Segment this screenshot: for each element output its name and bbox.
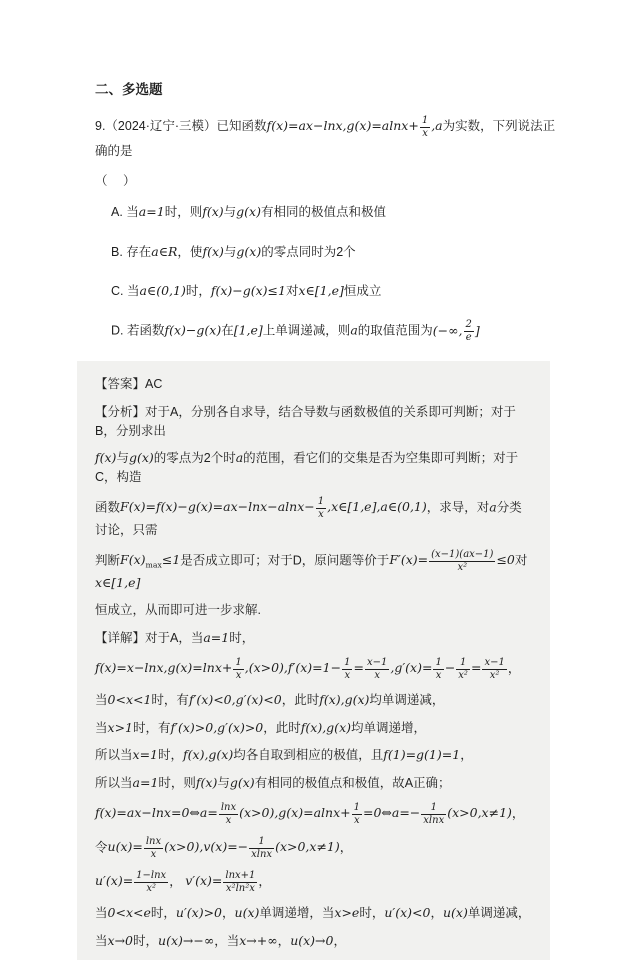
math-expression: 0<x<1 [107, 691, 152, 707]
math-expression: u(x) [442, 904, 468, 920]
fraction: $\frac{2}{e}$ [465, 319, 472, 343]
solution-line: 【答案】AC [95, 377, 163, 391]
math-expression: 0<x<e [107, 904, 151, 920]
option-list [95, 201, 563, 344]
math-expression: a∈R [151, 243, 178, 259]
math-expression: [1,e] [233, 322, 263, 338]
math-expression: a [489, 499, 497, 515]
solution-panel [77, 361, 550, 960]
math-expression: x∈[1,e] [298, 282, 344, 298]
solution-line: 所以当a=1时，则f(x)与g(x)有相同的极值点和极值，故A正确； [95, 775, 451, 790]
fraction: $\frac{1}{x}$ [317, 495, 325, 520]
math-expression: f(x)=ax−lnx=0⇔a= $\frac{\ln x}{x}$ (x>0),g(x)=alnx+ $\frac{1}{x}$ =0⇔a=− $\frac{1}{xlnx}$ (x>0,x≠1) [95, 801, 512, 826]
question-block [0, 0, 563, 344]
solution-line: u′(x)= $\frac{1-\ln x}{\text{x²}}$ ， v′(x)= $\frac{\ln x+1}{\text{x²ln²x}}$ ， [95, 869, 271, 894]
math-expression: u′(x)>0 [175, 904, 223, 920]
fraction: $\frac{1}{x}$ [344, 656, 351, 681]
math-expression: f(x),g(x) [319, 691, 370, 707]
solution-line: 恒成立，从而即可进一步求解. [95, 603, 261, 618]
fraction: $\frac{1}{xlnx}$ [423, 801, 445, 826]
solution-line: 【分析】对于A，分别各自求导，结合导数与函数极值的关系即可判断；对于B，分别求出 [95, 404, 516, 438]
math-expression: f(x) [202, 204, 224, 220]
fraction: $\frac{x-1}{\text{x²}}$ [484, 656, 505, 681]
math-expression: f(x) [195, 775, 218, 790]
option-line: C. 当a∈(0,1)时，f(x)−g(x)≤1对x∈[1,e]恒成立 [111, 282, 382, 298]
solution-line: 令u(x)= $\frac{\ln x}{x}$ (x>0),v(x)=− $\frac{1}{xlnx}$ (x>0,x≠1)， [95, 835, 353, 860]
math-expression: f(x),g(x) [300, 719, 351, 735]
solution-line: f(x)与g(x)的零点为2个时a的范围，看它们的交集是否为空集即可判断；对于C，构造 [95, 450, 519, 484]
fraction: $\frac{x-1}{x}$ [366, 656, 388, 681]
math-expression: f(x)=x−lnx,g(x)=lnx+ $\frac{1}{x}$ ,(x>0),f′(x)=1− $\frac{1}{x}$ = $\frac{x-1}{x}$ ,g′(x)= $\frac{1}{x}$ − $\frac{1}{\text{x²}}$ = $\frac{x-1}{\text{x²}}$ [95, 656, 505, 681]
fraction: $\frac{\ln x}{x}$ [220, 801, 237, 826]
math-expression: v′(x)= $\frac{\ln x+1}{\text{x²ln²x}}$ [185, 869, 256, 894]
math-expression: g(x) [236, 243, 262, 259]
fraction: $\frac{1-\ln x}{\text{x²}}$ [136, 869, 167, 894]
option-line: D. 若函数f(x)−g(x)在[1,e]上单调递减，则a的取值范围为(−∞, $\frac{2}{e}$ ] [111, 319, 480, 343]
math-expression: u(x)→−∞ [158, 932, 215, 948]
math-expression: $F(x)_{max}\le 1$ [120, 552, 181, 570]
math-expression: x∈[1,e] [95, 574, 141, 590]
solution-line: f(x)=ax−lnx=0⇔a= $\frac{\ln x}{x}$ (x>0),g(x)=alnx+ $\frac{1}{x}$ =0⇔a=− $\frac{1}{xlnx}$ (x>0,x≠1)， [95, 801, 525, 826]
solution-line: 当x>1时，有f′(x)>0,g′(x)>0，此时f(x),g(x)均单调递增， [95, 719, 427, 735]
math-expression: f(x)=ax−lnx,g(x)=alnx+ $\frac{1}{x}$ ,a [266, 114, 443, 139]
fraction: $\frac{1}{x}$ [421, 114, 429, 139]
solution-line: 判断$F(x)_{max}\le 1$是否成立即可；对于D，原问题等价于F′(x)= $\frac{(x-1)(ax-1)}{\text{x²}}$ ≤0对x∈[1,e] [95, 548, 528, 590]
section-heading: 二、多选题 [95, 82, 163, 97]
fraction: $\frac{1}{x}$ [435, 656, 442, 681]
option-line: B. 存在a∈R，使f(x)与g(x)的零点同时为2个 [111, 243, 356, 259]
math-expression: x>1 [107, 719, 133, 735]
fraction: $\frac{1}{\text{x²}}$ [458, 656, 468, 681]
math-expression: f(x) [95, 450, 117, 466]
math-expression: x→+∞ [239, 932, 278, 948]
option-line: A. 当a=1时，则f(x)与g(x)有相同的极值点和极值 [111, 204, 386, 220]
math-expression: f(x)−g(x) [164, 322, 222, 338]
solution-line: 所以当x=1时，f(x),g(x)均各自取到相应的极值，且f(1)=g(1)=1， [95, 747, 473, 763]
solution-line: 当0<x<e时，u′(x)>0，u(x)单调递增，当x>e时，u′(x)<0，u(x)单调递减， [95, 904, 531, 920]
math-expression: g(x) [229, 775, 255, 790]
answer-blank: （ ） [95, 174, 142, 189]
math-expression: a=1 [132, 775, 159, 790]
math-expression: x=1 [132, 747, 158, 763]
solution-line: 【详解】对于A，当a=1时， [95, 630, 255, 645]
math-expression: u(x) [234, 904, 260, 920]
question-stem: 9.（2024·辽宁·三模）已知函数f(x)=ax−lnx,g(x)=alnx+ $\frac{1}{x}$ ,a为实数，下列说法正确的是 [95, 114, 556, 158]
solution-line: 当0<x<1时，有f′(x)<0,g′(x)<0，此时f(x),g(x)均单调递减， [95, 691, 445, 707]
math-expression: u(x)= $\frac{\ln x}{x}$ (x>0),v(x)=− $\frac{1}{xlnx}$ (x>0,x≠1) [107, 835, 340, 860]
math-expression: a [350, 322, 358, 338]
math-expression: u′(x)<0 [384, 904, 431, 920]
math-expression: g(x) [236, 204, 261, 220]
math-expression: f′(x)>0,g′(x)>0 [170, 719, 264, 735]
math-expression: f(1)=g(1)=1 [383, 747, 461, 763]
math-expression: g(x) [128, 450, 154, 466]
math-expression: f(x),g(x) [183, 747, 234, 763]
solution-line: f(x)=x−lnx,g(x)=lnx+ $\frac{1}{x}$ ,(x>0),f′(x)=1− $\frac{1}{x}$ = $\frac{x-1}{x}$ ,g′(x)= $\frac{1}{x}$ − $\frac{1}{\text{x²}}$ = $\frac{x-1}{\text{x²}}$ ， [95, 656, 521, 681]
solution-line: 当x→0时，u(x)→−∞，当x→+∞，u(x)→0， [95, 932, 346, 948]
fraction: $\frac{1}{x}$ [353, 801, 360, 826]
math-expression: a∈(0,1) [139, 282, 186, 298]
fraction: $\frac{(x-1)(ax-1)}{\text{x²}}$ [431, 548, 494, 573]
math-expression: f(x) [202, 243, 224, 259]
math-expression: u′(x)= $\frac{1-\ln x}{\text{x²}}$ [95, 869, 167, 894]
math-expression: a=1 [203, 630, 230, 645]
math-expression: a=1 [138, 204, 165, 220]
fraction: $\frac{1}{xlnx}$ [251, 835, 273, 860]
math-expression: a [235, 450, 244, 466]
math-expression: f′(x)<0,g′(x)<0 [188, 691, 282, 707]
math-expression: F′(x)= $\frac{(x-1)(ax-1)}{\text{x²}}$ ≤0 [389, 548, 515, 573]
math-expression: u(x)→0 [290, 932, 334, 948]
math-expression: x>e [334, 904, 360, 920]
math-expression: x→0 [107, 932, 133, 948]
fraction: $\frac{1}{x}$ [235, 656, 242, 681]
math-expression: f(x)−g(x)≤1 [210, 282, 286, 298]
fraction: $\frac{\ln x+1}{\text{x²ln²x}}$ [225, 869, 256, 894]
math-expression: (−∞, $\frac{2}{e}$ ] [432, 319, 480, 343]
fraction: $\frac{\ln x}{x}$ [145, 835, 162, 860]
solution-line: 函数F(x)=f(x)−g(x)=ax−lnx−alnx− $\frac{1}{x}$ ,x∈[1,e],a∈(0,1)，求导，对a分类讨论，只需 [95, 495, 522, 537]
math-expression: F(x)=f(x)−g(x)=ax−lnx−alnx− $\frac{1}{x}$ ,x∈[1,e],a∈(0,1) [120, 495, 427, 520]
